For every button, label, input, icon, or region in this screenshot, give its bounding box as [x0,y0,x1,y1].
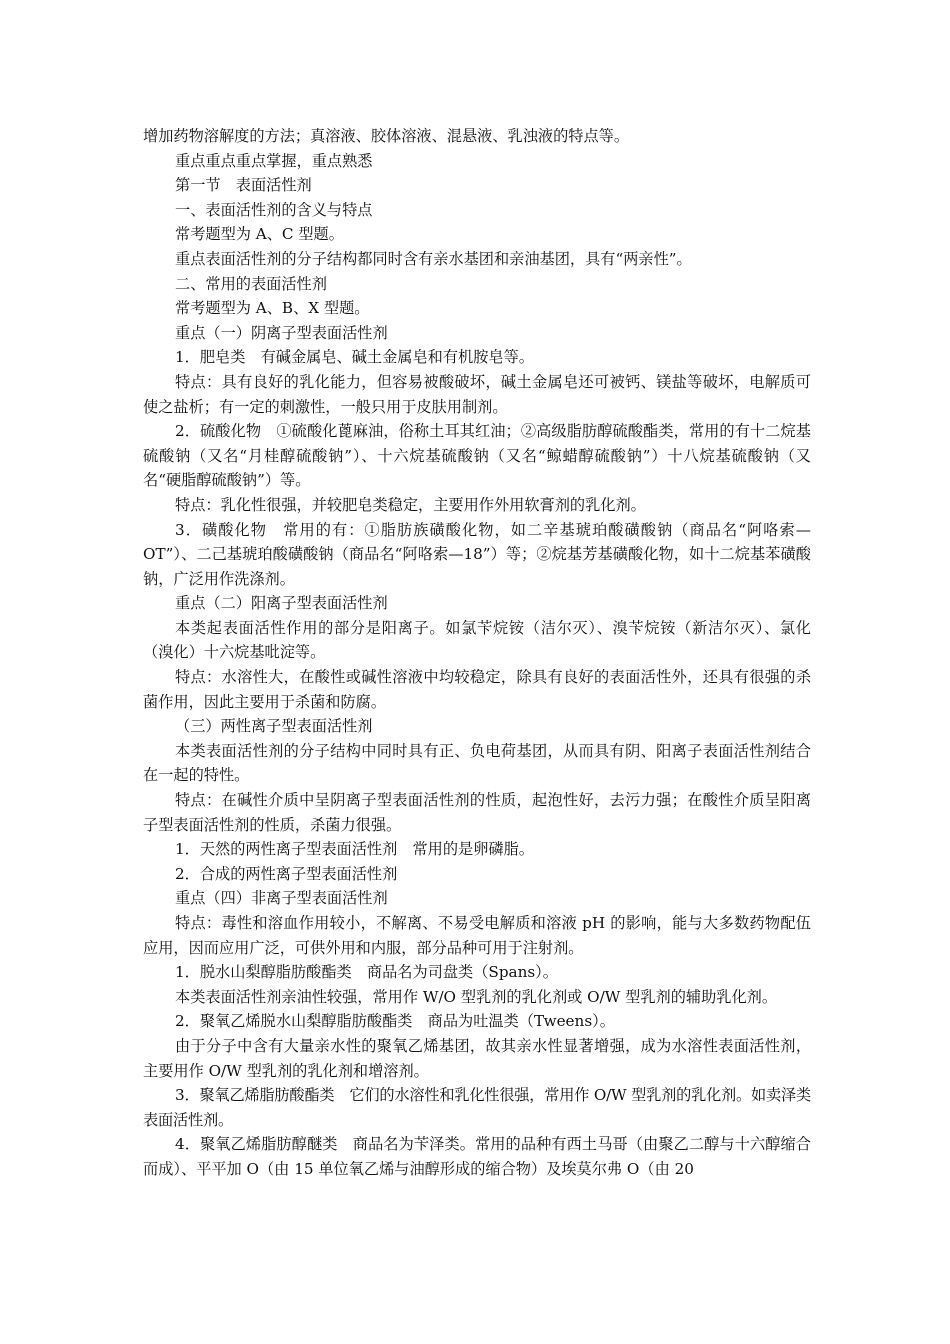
paragraph: 1．天然的两性离子型表面活性剂 常用的是卵磷脂。 [175,840,534,859]
subsection-heading: 二、常用的表面活性剂 [175,274,327,293]
paragraph: 特点：毒性和溶血作用较小，不解离、不易受电解质和溶液 pH 的影响，能与大多数药物配伍应用，因而应用广泛，可供外用和内服，部分品种可用于注射剂。 [143,914,811,957]
subsection-heading: 重点（四）非离子型表面活性剂 [175,889,388,908]
paragraph: 本类起表面活性作用的部分是阳离子。如氯苄烷铵（洁尔灭）、溴苄烷铵（新洁尔灭）、氯化（溴化）十六烷基吡淀等。 [143,618,811,662]
document-body [143,124,811,1182]
paragraph: 特点：水溶性大，在酸性或碱性溶液中均较稳定，除具有良好的表面活性外，还具有很强的杀菌作用，因此主要用于杀菌和防腐。 [143,668,811,711]
paragraph: 2．合成的两性离子型表面活性剂 [175,864,398,883]
subsection-heading: （三）两性离子型表面活性剂 [175,717,373,736]
paragraph: 特点：在碱性介质中呈阴离子型表面活性剂的性质，起泡性好，去污力强；在酸性介质呈阳离子型表面活性剂的性质，杀菌力很强。 [143,791,811,834]
subsection-heading: 重点（二）阳离子型表面活性剂 [175,594,388,613]
paragraph: 增加药物溶解度的方法；真溶液、胶体溶液、混悬液、乳浊液的特点等。 [143,127,629,145]
paragraph: 本类表面活性剂亲油性较强，常用作 W/O 型乳剂的乳化剂或 O/W 型乳剂的辅助乳化剂。 [175,987,778,1006]
paragraph: 重点表面活性剂的分子结构都同时含有亲水基团和亲油基团，具有“两亲性”。 [175,249,692,268]
paragraph: 2．聚氧乙烯脱水山梨醇脂肪酸酯类 商品为吐温类（Tweens）。 [175,1012,615,1031]
paragraph: 特点：乳化性很强，并较肥皂类稳定，主要用作外用软膏剂的乳化剂。 [175,495,646,514]
paragraph: 由于分子中含有大量亲水性的聚氧乙烯基团，故其亲水性显著增强，成为水溶性表面活性剂，主要用作 O/W 型乳剂的乳化剂和增溶剂。 [143,1036,811,1080]
paragraph: 特点：具有良好的乳化能力，但容易被酸破坏，碱土金属皂还可被钙、镁盐等破坏，电解质可使之盐析；有一定的刺激性，一般只用于皮肤用制剂。 [143,372,811,416]
paragraph: 3．聚氧乙烯脂肪酸酯类 它们的水溶性和乳化性很强，常用作 O/W 型乳剂的乳化剂。如卖泽类表面活性剂。 [143,1086,811,1129]
paragraph: 1．肥皂类 有碱金属皂、碱土金属皂和有机胺皂等。 [175,348,534,367]
section-heading: 第一节 表面活性剂 [175,176,312,195]
paragraph: 1．脱水山梨醇脂肪酸酯类 商品名为司盘类（Spans）。 [175,963,558,982]
paragraph: 常考题型为 A、B、X 型题。 [175,299,370,318]
paragraph: 重点重点重点掌握，重点熟悉 [175,151,373,170]
paragraph: 2．硫酸化物 ①硫酸化蓖麻油，俗称土耳其红油；②高级脂肪醇硫酸酯类，常用的有十二烷基硫酸钠（又名“月桂醇硫酸钠”）、十六烷基硫酸钠（又名“鲸蜡醇硫酸钠”）十八烷基硫酸钠（又名“硬脂醇硫酸钠”）等。 [143,422,811,490]
paragraph: 4．聚氧乙烯脂肪醇醚类 商品名为苄泽类。常用的品种有西土马哥（由聚乙二醇与十六醇缩合而成）、平平加 O（由 15 单位氧乙烯与油醇形成的缩合物）及埃莫尔弗 O（由 20 [143,1135,811,1178]
subsection-heading: 重点（一）阴离子型表面活性剂 [175,323,388,342]
subsection-heading: 一、表面活性剂的含义与特点 [175,200,373,219]
paragraph: 本类表面活性剂的分子结构中同时具有正、负电荷基团，从而具有阴、阳离子表面活性剂结合在一起的特性。 [143,741,811,785]
paragraph: 常考题型为 A、C 型题。 [175,225,344,244]
paragraph: 3．磺酸化物 常用的有：①脂肪族磺酸化物，如二辛基琥珀酸磺酸钠（商品名“阿咯索—OT”）、二己基琥珀酸磺酸钠（商品名“阿咯索—18”）等；②烷基芳基磺酸化物，如十二烷基苯磺酸钠，广泛用作洗涤剂。 [143,520,811,588]
